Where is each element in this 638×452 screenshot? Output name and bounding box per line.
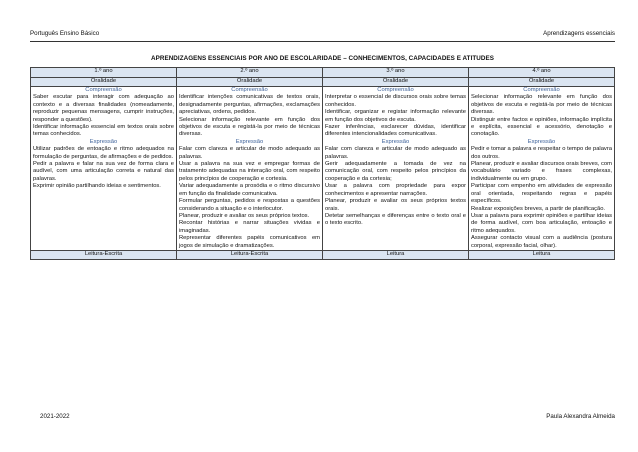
learning-item: Planear, produzir e avaliar discursos orais breves, com vocabulário variado e frases complexas, individualmente ou em grupo. (471, 161, 612, 182)
learning-item: Selecionar informação relevante em função dos objetivos de escuta e registá-la por meio de técnicas diversas. (179, 116, 320, 138)
section-heading: Expressão (527, 138, 556, 145)
next-domain-label: Leitura (323, 250, 469, 259)
learning-item: Usar a palavra na sua vez e empregar formas de tratamento adequadas na interação oral, com respeito pelos princípios de cooperação e cortesia. (179, 161, 320, 182)
learning-item: Realizar exposições breves, a partir de planificação. (471, 205, 606, 212)
year-header: 3.º ano (323, 68, 469, 78)
learning-item: Planear, produzir e avaliar os seus próprios textos. (179, 212, 310, 219)
section-heading: Compreensão (377, 87, 414, 93)
learning-item: Recontar histórias e narrar situações vividas e imaginadas. (179, 220, 320, 234)
domain-row (31, 78, 615, 87)
content-row (31, 87, 615, 251)
section-heading: Expressão (235, 138, 264, 145)
learning-item: Gerir adequadamente a tomada de vez na comunicação oral, com respeito pelos princípios da cooperação e da cortesia; (325, 161, 466, 182)
section-heading: Expressão (89, 138, 118, 145)
header-doc-type: Aprendizagens essenciais (543, 30, 615, 37)
year-header: 2.º ano (177, 68, 323, 78)
year-content-cell (31, 87, 177, 251)
learning-item: Assegurar contacto visual com a audiência (postura corporal, expressão facial, olhar). (471, 235, 612, 249)
learning-table (30, 67, 615, 260)
domain-label: Oralidade (31, 78, 177, 87)
learning-item: Pedir e tomar a palavra e respeitar o tempo de palavra dos outros. (471, 146, 612, 160)
learning-item: Falar com clareza e articular de modo adequado as palavras. (179, 146, 320, 160)
learning-item: Formular perguntas, pedidos e respostas a questões considerando a situação e o interlocutor. (179, 198, 320, 212)
learning-item: Utilizar padrões de entoação e ritmo adequados na formulação de perguntas, de afirmações e de pedidos. (33, 146, 174, 160)
learning-item: Pedir a palavra e falar na sua vez de forma clara e audível, com uma articulação correta e natural das palavras. (33, 161, 174, 182)
learning-item: Falar com clareza e articular de modo adequado as palavras. (325, 146, 466, 160)
learning-item: Variar adequadamente a prosódia e o ritmo discursivo em função da finalidade comunicativa. (179, 183, 320, 197)
section-heading: Compreensão (85, 87, 122, 93)
learning-item: Identificar intenções comunicativas de textos orais, designadamente perguntas, afirmações, exclamações apreciativas, ordens, pedidos. (179, 94, 320, 116)
learning-item: Interpretar o essencial de discursos orais sobre temas conhecidos. (325, 94, 466, 108)
page-header (30, 29, 615, 42)
learning-item: Detetar semelhanças e diferenças entre o texto oral e o texto escrito. (325, 212, 466, 227)
domain-label: Oralidade (177, 78, 323, 87)
domain-label: Oralidade (469, 78, 615, 87)
domain-label: Oralidade (323, 78, 469, 87)
document-title: APRENDIZAGENS ESSENCIAIS POR ANO DE ESCOLARIDADE – CONHECIMENTOS, CAPACIDADES E ATITUDES (151, 55, 494, 62)
learning-item: Representar diferentes papéis comunicativos em jogos de simulação e dramatizações. (179, 235, 320, 249)
learning-item: Distinguir entre factos e opiniões, informação implícita e explícita, essencial e acessório, denotação e conotação. (471, 116, 612, 138)
year-header: 4.º ano (469, 68, 615, 78)
learning-item: Usar a palavra com propriedade para expor conhecimentos e apresentar narrações. (325, 183, 466, 197)
learning-item: Identificar informação essencial em textos orais sobre temas conhecidos. (33, 124, 174, 138)
next-domain-label: Leitura (469, 250, 615, 259)
section-heading: Compreensão (523, 87, 560, 93)
learning-item: Fazer inferências, esclarecer dúvidas, identificar diferentes intencionalidades comunicativas. (325, 124, 466, 138)
school-year: 2021-2022 (40, 413, 70, 420)
section-heading: Compreensão (231, 87, 268, 93)
year-content-cell (323, 87, 469, 251)
learning-item: Planear, produzir e avaliar os seus próprios textos orais. (325, 198, 466, 212)
year-content-cell (177, 87, 323, 251)
year-content-cell (469, 87, 615, 251)
next-domain-label: Leitura-Escrita (31, 250, 177, 259)
learning-item: Identificar, organizar e registar informação relevante em função dos objetivos de escuta. (325, 109, 466, 123)
next-domain-label: Leitura-Escrita (177, 250, 323, 259)
header-subject: Português Ensino Básico (30, 30, 100, 37)
year-header-row (31, 68, 615, 78)
learning-item: Selecionar informação relevante em função dos objetivos de escuta e registá-la por meio de técnicas diversas. (471, 94, 612, 116)
learning-item: Exprimir opinião partilhando ideias e sentimentos. (33, 183, 161, 190)
author-name: Paula Alexandra Almeida (546, 413, 615, 420)
next-domain-row (31, 250, 615, 259)
learning-item: Saber escutar para interagir com adequação ao contexto e a diversas finalidades (nomeadamente, reproduzir pequenas mensagens, cumprir instruções, responder a questões). (33, 94, 174, 123)
year-header: 1.º ano (31, 68, 177, 78)
learning-item: Usar a palavra para exprimir opiniões e partilhar ideias de forma audível, com boa articulação, entoação e ritmo adequados. (471, 212, 612, 234)
section-heading: Expressão (381, 138, 410, 145)
learning-item: Participar com empenho em atividades de expressão oral orientada, respeitando regras e papéis específicos. (471, 183, 612, 205)
